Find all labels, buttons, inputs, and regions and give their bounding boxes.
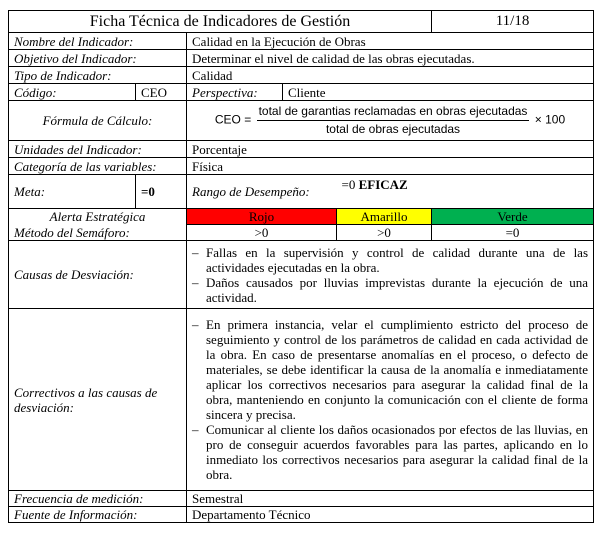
header-row <box>9 11 594 33</box>
categoria-value: Física <box>187 158 594 175</box>
row-causas <box>9 241 594 309</box>
nombre-label: Nombre del Indicador: <box>9 33 187 50</box>
frecuencia-value: Semestral <box>187 491 594 507</box>
tipo-value: Calidad <box>187 67 594 84</box>
categoria-label: Categoría de las variables: <box>9 158 187 175</box>
rango-value <box>337 175 594 209</box>
perspectiva-label: Perspectiva: <box>187 84 283 101</box>
correctivo-item: – En primera instancia, velar el cumplimiento estricto del proceso de seguimiento y control de los parámetros de calidad en cada actividad de la obra. En caso de presentarse anomalías en el proceso, o defecto de materiales, se debe identificar la causa de la anomalía e inmediatamente aplicar los correctivos necesarios para asegurar la calidad final de la obra, manteniendo en conjunto la comunicación con el cliente de forma sincera y precisa. <box>192 317 588 422</box>
row-categoria <box>9 158 594 175</box>
row-nombre <box>9 33 594 50</box>
indicator-sheet <box>8 10 594 523</box>
row-codigo <box>9 84 594 101</box>
formula-multiplier: × 100 <box>534 112 566 127</box>
fuente-value: Departamento Técnico <box>187 507 594 523</box>
unidades-value: Porcentaje <box>187 141 594 158</box>
semaforo-verde-value: =0 <box>432 225 594 241</box>
objetivo-value: Determinar el nivel de calidad de las obras ejecutadas. <box>187 50 594 67</box>
correctivos-list <box>192 317 588 482</box>
meta-value: =0 <box>136 175 187 209</box>
meta-label: Meta: <box>9 175 136 209</box>
causas-list-cell <box>187 241 594 309</box>
semaforo-verde: Verde <box>432 209 594 225</box>
correctivo-item: – Comunicar al cliente los daños ocasionados por efectos de las lluvias, en pro de conseguir acuerdos favorables para las partes, aplicando en lo inmediato los correctivos necesarios para asegurar la calidad final de la obra. <box>192 422 588 482</box>
semaforo-rojo: Rojo <box>187 209 337 225</box>
semaforo-amarillo-value: >0 <box>337 225 432 241</box>
semaforo-amarillo: Amarillo <box>337 209 432 225</box>
correctivos-list-cell <box>187 309 594 491</box>
causas-list <box>192 245 588 305</box>
row-objetivo <box>9 50 594 67</box>
row-meta <box>9 175 594 209</box>
row-fuente <box>9 507 594 523</box>
sheet-title: Ficha Técnica de Indicadores de Gestión <box>9 11 432 33</box>
formula-label: Fórmula de Cálculo: <box>9 101 187 141</box>
formula-lhs: CEO = <box>214 112 252 127</box>
row-frecuencia <box>9 491 594 507</box>
formula <box>187 101 594 141</box>
nombre-value: Calidad en la Ejecución de Obras <box>187 33 594 50</box>
causas-label: Causas de Desviación: <box>9 241 187 309</box>
rango-status: EFICAZ <box>358 177 408 192</box>
rango-label: Rango de Desempeño: <box>187 175 337 209</box>
tipo-label: Tipo de Indicador: <box>9 67 187 84</box>
semaforo-rojo-value: >0 <box>187 225 337 241</box>
row-unidades <box>9 141 594 158</box>
codigo-label: Código: <box>9 84 136 101</box>
alerta-label-2: Método del Semáforo: <box>9 225 187 241</box>
formula-numerator: total de garantias reclamadas en obras ejecutadas <box>257 104 530 121</box>
objetivo-label: Objetivo del Indicador: <box>9 50 187 67</box>
rango-number: =0 <box>341 177 356 192</box>
correctivos-label: Correctivos a las causas de desviación: <box>9 309 187 491</box>
row-formula <box>9 101 594 141</box>
row-tipo <box>9 67 594 84</box>
causa-item: – Fallas en la supervisión y control de calidad durante una de las actividades ejecutadas en la obra. <box>192 245 588 275</box>
formula-denominator: total de obras ejecutadas <box>325 122 461 136</box>
causa-item: – Daños causados por lluvias imprevistas durante la ejecución de una actividad. <box>192 275 588 305</box>
page-number: 11/18 <box>432 11 594 33</box>
formula-fraction <box>257 104 530 137</box>
frecuencia-label: Frecuencia de medición: <box>9 491 187 507</box>
perspectiva-value: Cliente <box>283 84 594 101</box>
codigo-value: CEO <box>136 84 187 101</box>
unidades-label: Unidades del Indicador: <box>9 141 187 158</box>
fuente-label: Fuente de Información: <box>9 507 187 523</box>
alerta-label-1: Alerta Estratégica <box>9 209 187 225</box>
row-correctivos <box>9 309 594 491</box>
row-alerta-values <box>9 225 594 241</box>
row-alerta-colors <box>9 209 594 225</box>
